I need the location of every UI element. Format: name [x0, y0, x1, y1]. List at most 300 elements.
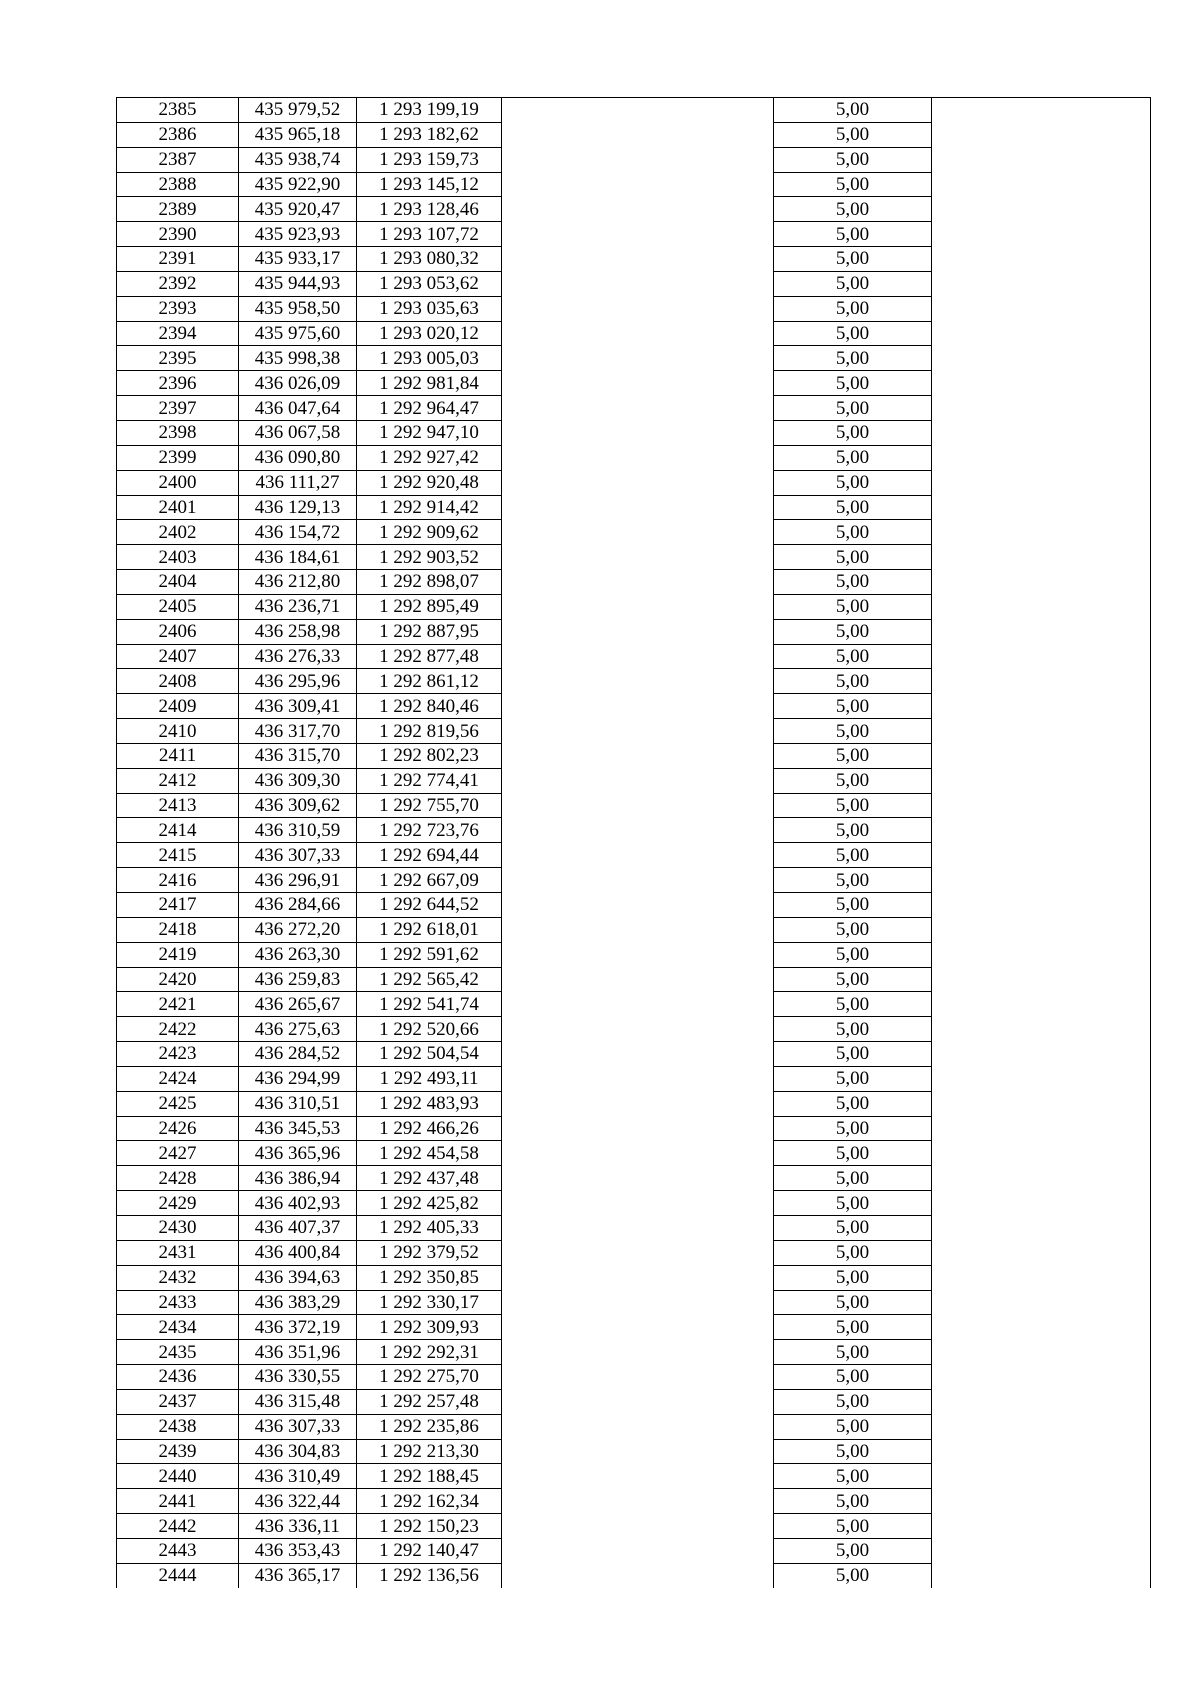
empty-cell [502, 570, 774, 595]
value-cell: 5,00 [774, 1290, 932, 1315]
empty-cell [502, 1066, 774, 1091]
y-coordinate-cell: 1 293 128,46 [357, 197, 502, 222]
point-number-cell: 2415 [117, 843, 239, 868]
point-number-cell: 2402 [117, 520, 239, 545]
y-coordinate-cell: 1 292 774,41 [357, 768, 502, 793]
empty-cell [932, 371, 1151, 396]
y-coordinate-cell: 1 292 964,47 [357, 396, 502, 421]
x-coordinate-cell: 436 351,96 [239, 1340, 357, 1365]
x-coordinate-cell: 436 336,11 [239, 1514, 357, 1539]
empty-cell [932, 818, 1151, 843]
table-row [117, 1166, 1151, 1191]
value-cell: 5,00 [774, 669, 932, 694]
empty-cell [502, 296, 774, 321]
point-number-cell: 2428 [117, 1166, 239, 1191]
point-number-cell: 2392 [117, 271, 239, 296]
table-row [117, 98, 1151, 123]
y-coordinate-cell: 1 292 257,48 [357, 1389, 502, 1414]
value-cell: 5,00 [774, 346, 932, 371]
point-number-cell: 2391 [117, 247, 239, 272]
value-cell: 5,00 [774, 967, 932, 992]
value-cell: 5,00 [774, 1489, 932, 1514]
point-number-cell: 2397 [117, 396, 239, 421]
coordinate-table [116, 97, 1151, 1588]
empty-cell [502, 495, 774, 520]
empty-cell [502, 893, 774, 918]
value-cell: 5,00 [774, 1464, 932, 1489]
x-coordinate-cell: 436 365,96 [239, 1141, 357, 1166]
value-cell: 5,00 [774, 1315, 932, 1340]
empty-cell [502, 197, 774, 222]
table-row [117, 122, 1151, 147]
empty-cell [932, 147, 1151, 172]
point-number-cell: 2426 [117, 1116, 239, 1141]
x-coordinate-cell: 436 129,13 [239, 495, 357, 520]
y-coordinate-cell: 1 293 182,62 [357, 122, 502, 147]
empty-cell [932, 520, 1151, 545]
point-number-cell: 2432 [117, 1265, 239, 1290]
empty-cell [502, 520, 774, 545]
empty-cell [502, 917, 774, 942]
value-cell: 5,00 [774, 644, 932, 669]
y-coordinate-cell: 1 292 694,44 [357, 843, 502, 868]
empty-cell [932, 1464, 1151, 1489]
table-row [117, 520, 1151, 545]
empty-cell [932, 1538, 1151, 1563]
y-coordinate-cell: 1 292 188,45 [357, 1464, 502, 1489]
empty-cell [932, 868, 1151, 893]
table-row [117, 694, 1151, 719]
table-row [117, 247, 1151, 272]
value-cell: 5,00 [774, 1240, 932, 1265]
x-coordinate-cell: 435 979,52 [239, 98, 357, 123]
point-number-cell: 2435 [117, 1340, 239, 1365]
value-cell: 5,00 [774, 868, 932, 893]
point-number-cell: 2388 [117, 172, 239, 197]
empty-cell [502, 1166, 774, 1191]
empty-cell [502, 868, 774, 893]
table-row [117, 1215, 1151, 1240]
value-cell: 5,00 [774, 1066, 932, 1091]
table-row [117, 445, 1151, 470]
value-cell: 5,00 [774, 694, 932, 719]
y-coordinate-cell: 1 293 199,19 [357, 98, 502, 123]
empty-cell [502, 1042, 774, 1067]
empty-cell [932, 1166, 1151, 1191]
value-cell: 5,00 [774, 321, 932, 346]
x-coordinate-cell: 436 236,71 [239, 594, 357, 619]
x-coordinate-cell: 436 310,59 [239, 818, 357, 843]
table-row [117, 1265, 1151, 1290]
empty-cell [932, 743, 1151, 768]
empty-cell [932, 619, 1151, 644]
table-row [117, 743, 1151, 768]
empty-cell [932, 1265, 1151, 1290]
empty-cell [932, 942, 1151, 967]
point-number-cell: 2419 [117, 942, 239, 967]
empty-cell [502, 743, 774, 768]
x-coordinate-cell: 436 111,27 [239, 470, 357, 495]
point-number-cell: 2424 [117, 1066, 239, 1091]
empty-cell [502, 1116, 774, 1141]
x-coordinate-cell: 436 353,43 [239, 1538, 357, 1563]
empty-cell [932, 1191, 1151, 1216]
empty-cell [502, 1315, 774, 1340]
x-coordinate-cell: 435 923,93 [239, 222, 357, 247]
empty-cell [502, 98, 774, 123]
empty-cell [932, 296, 1151, 321]
y-coordinate-cell: 1 292 425,82 [357, 1191, 502, 1216]
y-coordinate-cell: 1 292 861,12 [357, 669, 502, 694]
empty-cell [932, 1365, 1151, 1390]
table-row [117, 644, 1151, 669]
y-coordinate-cell: 1 292 895,49 [357, 594, 502, 619]
table-row [117, 719, 1151, 744]
x-coordinate-cell: 436 309,41 [239, 694, 357, 719]
x-coordinate-cell: 436 317,70 [239, 719, 357, 744]
empty-cell [932, 271, 1151, 296]
empty-cell [502, 992, 774, 1017]
empty-cell [932, 1215, 1151, 1240]
table-row [117, 570, 1151, 595]
y-coordinate-cell: 1 293 080,32 [357, 247, 502, 272]
y-coordinate-cell: 1 293 035,63 [357, 296, 502, 321]
point-number-cell: 2390 [117, 222, 239, 247]
table-row [117, 321, 1151, 346]
x-coordinate-cell: 435 975,60 [239, 321, 357, 346]
empty-cell [502, 942, 774, 967]
empty-cell [502, 843, 774, 868]
value-cell: 5,00 [774, 942, 932, 967]
table-row [117, 1538, 1151, 1563]
point-number-cell: 2420 [117, 967, 239, 992]
y-coordinate-cell: 1 292 755,70 [357, 793, 502, 818]
point-number-cell: 2403 [117, 545, 239, 570]
value-cell: 5,00 [774, 247, 932, 272]
empty-cell [502, 122, 774, 147]
value-cell: 5,00 [774, 992, 932, 1017]
value-cell: 5,00 [774, 917, 932, 942]
point-number-cell: 2387 [117, 147, 239, 172]
point-number-cell: 2410 [117, 719, 239, 744]
table-row [117, 271, 1151, 296]
empty-cell [932, 495, 1151, 520]
point-number-cell: 2443 [117, 1538, 239, 1563]
empty-cell [502, 396, 774, 421]
point-number-cell: 2418 [117, 917, 239, 942]
table-row [117, 917, 1151, 942]
empty-cell [932, 1017, 1151, 1042]
y-coordinate-cell: 1 292 275,70 [357, 1365, 502, 1390]
y-coordinate-cell: 1 292 802,23 [357, 743, 502, 768]
empty-cell [932, 694, 1151, 719]
x-coordinate-cell: 435 944,93 [239, 271, 357, 296]
table-row [117, 843, 1151, 868]
y-coordinate-cell: 1 292 136,56 [357, 1563, 502, 1587]
y-coordinate-cell: 1 292 379,52 [357, 1240, 502, 1265]
empty-cell [932, 420, 1151, 445]
table-row [117, 1066, 1151, 1091]
empty-cell [932, 1290, 1151, 1315]
x-coordinate-cell: 435 965,18 [239, 122, 357, 147]
x-coordinate-cell: 436 400,84 [239, 1240, 357, 1265]
y-coordinate-cell: 1 292 909,62 [357, 520, 502, 545]
empty-cell [502, 1340, 774, 1365]
empty-cell [932, 1514, 1151, 1539]
y-coordinate-cell: 1 292 520,66 [357, 1017, 502, 1042]
table-row [117, 1290, 1151, 1315]
x-coordinate-cell: 436 315,48 [239, 1389, 357, 1414]
point-number-cell: 2395 [117, 346, 239, 371]
empty-cell [502, 768, 774, 793]
empty-cell [502, 445, 774, 470]
x-coordinate-cell: 436 275,63 [239, 1017, 357, 1042]
x-coordinate-cell: 435 922,90 [239, 172, 357, 197]
value-cell: 5,00 [774, 619, 932, 644]
table-row [117, 172, 1151, 197]
y-coordinate-cell: 1 292 235,86 [357, 1414, 502, 1439]
table-row [117, 818, 1151, 843]
table-row [117, 594, 1151, 619]
y-coordinate-cell: 1 292 541,74 [357, 992, 502, 1017]
empty-cell [932, 346, 1151, 371]
y-coordinate-cell: 1 292 292,31 [357, 1340, 502, 1365]
point-number-cell: 2412 [117, 768, 239, 793]
empty-cell [932, 1042, 1151, 1067]
empty-cell [932, 396, 1151, 421]
x-coordinate-cell: 436 284,52 [239, 1042, 357, 1067]
point-number-cell: 2433 [117, 1290, 239, 1315]
point-number-cell: 2421 [117, 992, 239, 1017]
table-row [117, 669, 1151, 694]
empty-cell [932, 247, 1151, 272]
empty-cell [502, 719, 774, 744]
empty-cell [502, 1489, 774, 1514]
empty-cell [932, 917, 1151, 942]
value-cell: 5,00 [774, 1141, 932, 1166]
empty-cell [502, 1514, 774, 1539]
empty-cell [502, 371, 774, 396]
empty-cell [502, 967, 774, 992]
empty-cell [502, 818, 774, 843]
coordinate-table-body [117, 98, 1151, 1588]
table-row [117, 1091, 1151, 1116]
table-row [117, 1464, 1151, 1489]
value-cell: 5,00 [774, 470, 932, 495]
x-coordinate-cell: 436 212,80 [239, 570, 357, 595]
value-cell: 5,00 [774, 396, 932, 421]
x-coordinate-cell: 435 938,74 [239, 147, 357, 172]
x-coordinate-cell: 436 258,98 [239, 619, 357, 644]
table-row [117, 545, 1151, 570]
empty-cell [932, 793, 1151, 818]
value-cell: 5,00 [774, 1191, 932, 1216]
point-number-cell: 2405 [117, 594, 239, 619]
table-row [117, 346, 1151, 371]
empty-cell [932, 1116, 1151, 1141]
table-row [117, 1315, 1151, 1340]
y-coordinate-cell: 1 292 140,47 [357, 1538, 502, 1563]
value-cell: 5,00 [774, 520, 932, 545]
empty-cell [932, 893, 1151, 918]
x-coordinate-cell: 436 295,96 [239, 669, 357, 694]
x-coordinate-cell: 435 920,47 [239, 197, 357, 222]
point-number-cell: 2406 [117, 619, 239, 644]
x-coordinate-cell: 436 090,80 [239, 445, 357, 470]
x-coordinate-cell: 436 047,64 [239, 396, 357, 421]
value-cell: 5,00 [774, 1215, 932, 1240]
empty-cell [502, 793, 774, 818]
value-cell: 5,00 [774, 495, 932, 520]
point-number-cell: 2408 [117, 669, 239, 694]
value-cell: 5,00 [774, 1265, 932, 1290]
point-number-cell: 2441 [117, 1489, 239, 1514]
table-row [117, 1563, 1151, 1587]
y-coordinate-cell: 1 292 504,54 [357, 1042, 502, 1067]
y-coordinate-cell: 1 292 483,93 [357, 1091, 502, 1116]
empty-cell [932, 719, 1151, 744]
empty-cell [932, 197, 1151, 222]
y-coordinate-cell: 1 292 877,48 [357, 644, 502, 669]
empty-cell [932, 1439, 1151, 1464]
empty-cell [502, 694, 774, 719]
empty-cell [932, 1240, 1151, 1265]
y-coordinate-cell: 1 292 887,95 [357, 619, 502, 644]
x-coordinate-cell: 436 294,99 [239, 1066, 357, 1091]
empty-cell [932, 445, 1151, 470]
x-coordinate-cell: 436 330,55 [239, 1365, 357, 1390]
value-cell: 5,00 [774, 570, 932, 595]
empty-cell [932, 992, 1151, 1017]
y-coordinate-cell: 1 293 020,12 [357, 321, 502, 346]
y-coordinate-cell: 1 292 213,30 [357, 1439, 502, 1464]
point-number-cell: 2416 [117, 868, 239, 893]
value-cell: 5,00 [774, 545, 932, 570]
value-cell: 5,00 [774, 743, 932, 768]
table-row [117, 1489, 1151, 1514]
x-coordinate-cell: 436 394,63 [239, 1265, 357, 1290]
x-coordinate-cell: 436 272,20 [239, 917, 357, 942]
value-cell: 5,00 [774, 1017, 932, 1042]
table-row [117, 222, 1151, 247]
empty-cell [502, 147, 774, 172]
x-coordinate-cell: 436 296,91 [239, 868, 357, 893]
table-row [117, 420, 1151, 445]
y-coordinate-cell: 1 292 981,84 [357, 371, 502, 396]
x-coordinate-cell: 436 307,33 [239, 843, 357, 868]
empty-cell [502, 321, 774, 346]
point-number-cell: 2398 [117, 420, 239, 445]
empty-cell [502, 1538, 774, 1563]
empty-cell [502, 644, 774, 669]
x-coordinate-cell: 435 933,17 [239, 247, 357, 272]
y-coordinate-cell: 1 292 914,42 [357, 495, 502, 520]
x-coordinate-cell: 436 402,93 [239, 1191, 357, 1216]
y-coordinate-cell: 1 293 005,03 [357, 346, 502, 371]
empty-cell [502, 669, 774, 694]
empty-cell [932, 321, 1151, 346]
empty-cell [932, 122, 1151, 147]
point-number-cell: 2394 [117, 321, 239, 346]
value-cell: 5,00 [774, 1116, 932, 1141]
point-number-cell: 2396 [117, 371, 239, 396]
y-coordinate-cell: 1 292 454,58 [357, 1141, 502, 1166]
x-coordinate-cell: 436 345,53 [239, 1116, 357, 1141]
table-row [117, 768, 1151, 793]
value-cell: 5,00 [774, 1365, 932, 1390]
y-coordinate-cell: 1 293 107,72 [357, 222, 502, 247]
table-row [117, 371, 1151, 396]
value-cell: 5,00 [774, 98, 932, 123]
table-row [117, 992, 1151, 1017]
value-cell: 5,00 [774, 893, 932, 918]
table-row [117, 619, 1151, 644]
empty-cell [932, 768, 1151, 793]
table-row [117, 1514, 1151, 1539]
y-coordinate-cell: 1 292 591,62 [357, 942, 502, 967]
table-row [117, 942, 1151, 967]
y-coordinate-cell: 1 292 840,46 [357, 694, 502, 719]
y-coordinate-cell: 1 292 723,76 [357, 818, 502, 843]
y-coordinate-cell: 1 292 150,23 [357, 1514, 502, 1539]
table-row [117, 868, 1151, 893]
empty-cell [502, 619, 774, 644]
x-coordinate-cell: 436 154,72 [239, 520, 357, 545]
point-number-cell: 2422 [117, 1017, 239, 1042]
empty-cell [502, 1439, 774, 1464]
x-coordinate-cell: 435 998,38 [239, 346, 357, 371]
value-cell: 5,00 [774, 1514, 932, 1539]
point-number-cell: 2438 [117, 1414, 239, 1439]
value-cell: 5,00 [774, 719, 932, 744]
empty-cell [502, 1017, 774, 1042]
point-number-cell: 2425 [117, 1091, 239, 1116]
value-cell: 5,00 [774, 147, 932, 172]
table-row [117, 1141, 1151, 1166]
value-cell: 5,00 [774, 296, 932, 321]
empty-cell [932, 172, 1151, 197]
point-number-cell: 2417 [117, 893, 239, 918]
empty-cell [932, 1414, 1151, 1439]
point-number-cell: 2399 [117, 445, 239, 470]
empty-cell [932, 967, 1151, 992]
empty-cell [932, 1563, 1151, 1587]
value-cell: 5,00 [774, 1042, 932, 1067]
x-coordinate-cell: 436 307,33 [239, 1414, 357, 1439]
x-coordinate-cell: 436 067,58 [239, 420, 357, 445]
x-coordinate-cell: 436 310,51 [239, 1091, 357, 1116]
y-coordinate-cell: 1 292 947,10 [357, 420, 502, 445]
table-row [117, 793, 1151, 818]
y-coordinate-cell: 1 292 162,34 [357, 1489, 502, 1514]
empty-cell [502, 594, 774, 619]
table-row [117, 296, 1151, 321]
value-cell: 5,00 [774, 594, 932, 619]
value-cell: 5,00 [774, 1166, 932, 1191]
table-row [117, 147, 1151, 172]
point-number-cell: 2393 [117, 296, 239, 321]
value-cell: 5,00 [774, 1389, 932, 1414]
table-row [117, 1042, 1151, 1067]
y-coordinate-cell: 1 292 437,48 [357, 1166, 502, 1191]
value-cell: 5,00 [774, 843, 932, 868]
y-coordinate-cell: 1 292 667,09 [357, 868, 502, 893]
empty-cell [932, 669, 1151, 694]
x-coordinate-cell: 436 265,67 [239, 992, 357, 1017]
y-coordinate-cell: 1 292 898,07 [357, 570, 502, 595]
x-coordinate-cell: 436 310,49 [239, 1464, 357, 1489]
empty-cell [932, 1389, 1151, 1414]
